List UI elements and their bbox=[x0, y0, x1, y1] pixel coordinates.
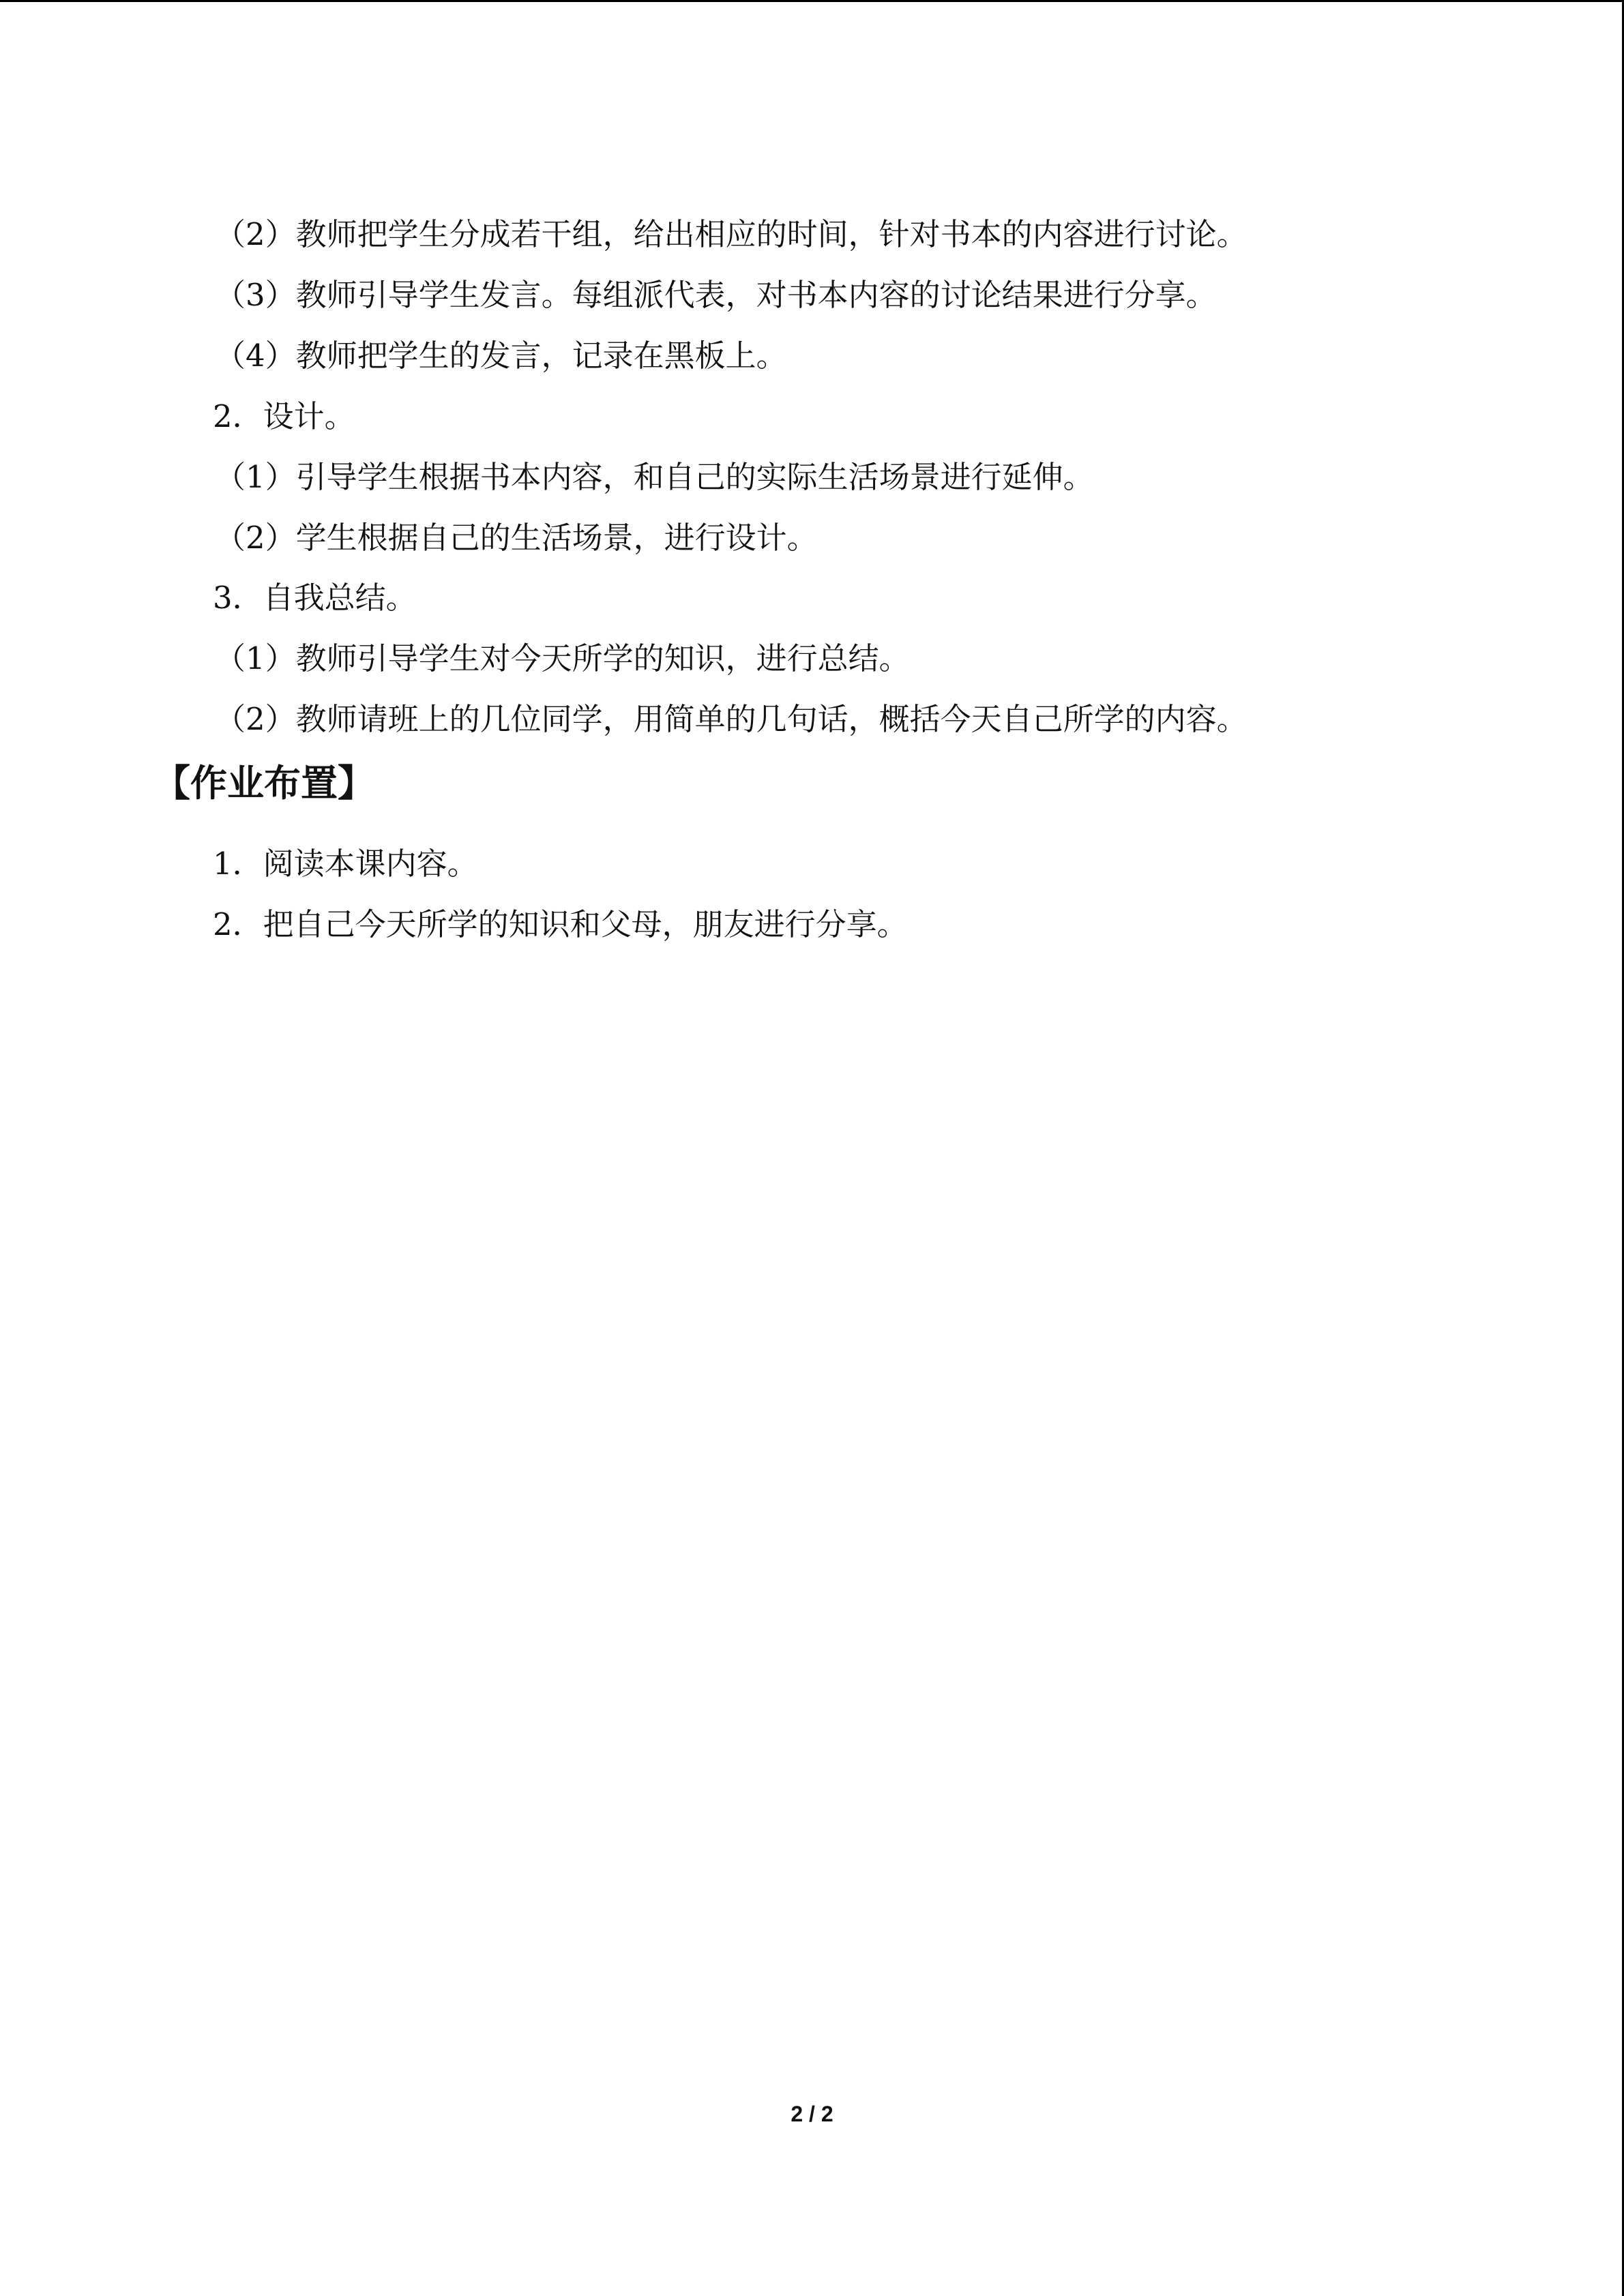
homework-heading: 【作业布置】 bbox=[153, 762, 374, 805]
body-line-summary-students: （2）教师请班上的几位同学，用简单的几句话，概括今天自己所学的内容。 bbox=[215, 701, 1247, 737]
body-line-discussion: （2）教师把学生分成若干组，给出相应的时间，针对书本的内容进行讨论。 bbox=[215, 216, 1247, 252]
homework-line-read: 1．阅读本课内容。 bbox=[213, 846, 478, 882]
page-border-top bbox=[0, 0, 1624, 2]
body-line-summary-guide: （1）教师引导学生对今天所学的知识，进行总结。 bbox=[215, 640, 910, 676]
body-line-presentation: （3）教师引导学生发言。每组派代表，对书本内容的讨论结果进行分享。 bbox=[215, 277, 1217, 313]
homework-line-share: 2．把自己今天所学的知识和父母，朋友进行分享。 bbox=[213, 906, 908, 942]
page-number: 2 / 2 bbox=[791, 2102, 833, 2126]
body-line-design-heading: 2．设计。 bbox=[213, 398, 355, 434]
body-line-design-student: （2）学生根据自己的生活场景，进行设计。 bbox=[215, 520, 818, 556]
body-line-summary-heading: 3．自我总结。 bbox=[213, 580, 417, 616]
body-line-design-guide: （1）引导学生根据书本内容，和自己的实际生活场景进行延伸。 bbox=[215, 459, 1094, 495]
body-line-record: （4）教师把学生的发言，记录在黑板上。 bbox=[215, 338, 787, 374]
